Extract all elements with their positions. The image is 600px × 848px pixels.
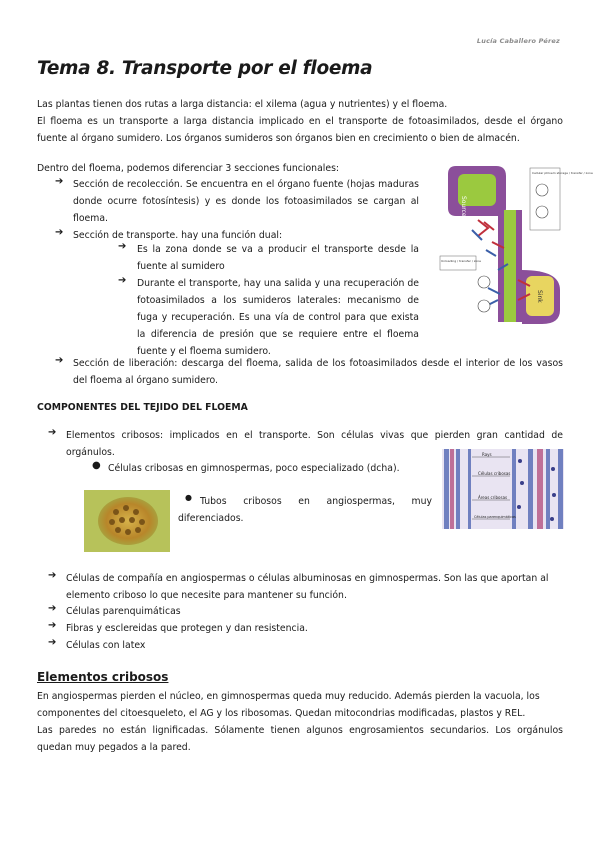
- component-elementos-cribosos: Elementos cribosos: implicados en el transporte. Son células vivas que pierden gran cantidad de orgánulos.: [66, 430, 563, 458]
- source-label: Source: [460, 196, 467, 217]
- phloem-source-sink-diagram: [438, 160, 593, 330]
- micro-label-areas-cribosas: Áreas cribosas: [478, 495, 508, 500]
- author-name: Lucía Caballero Pérez: [476, 37, 560, 45]
- arrow-icon: ➔: [48, 427, 57, 438]
- sink-label: Sink: [536, 290, 543, 303]
- section-transporte: Sección de transporte. hay una función dual:: [73, 230, 283, 241]
- arrow-icon: ➔: [48, 620, 57, 631]
- section-transporte-a: Es la zona donde se va a producir el transporte desde la fuente al sumidero: [137, 244, 419, 272]
- elementos-cribosos-title: Elementos cribosos: [37, 670, 169, 684]
- micro-label-rays: Rays: [482, 452, 492, 457]
- component-latex: Células con latex: [66, 640, 146, 651]
- arrow-icon: ➔: [48, 603, 57, 614]
- page-title: Tema 8. Transporte por el floema: [37, 58, 373, 79]
- arrow-icon: ➔: [118, 275, 127, 286]
- sieve-tube-photo: [84, 490, 170, 552]
- section-recoleccion: Sección de recolección. Se encuentra en el órgano fuente (hojas maduras donde ocurre fotosíntesis) y es donde los fotoasimilados se cargan al floema.: [73, 179, 419, 224]
- arrow-icon: ➔: [118, 241, 127, 252]
- micro-label-celulas-cribosas: Células cribosas: [478, 471, 511, 476]
- component-celulas-cribosas: Células cribosas en gimnospermas, poco especializado (dcha).: [108, 463, 400, 474]
- diagram-note-1: Cellular phloem storage / transfer / zone: [532, 171, 593, 175]
- arrow-icon: ➔: [55, 227, 64, 238]
- intro-paragraph: El floema es un transporte a larga distancia implicado en el transporte de fotoasimilados, desde el órgano fuente al órgano sumidero. Los órganos sumideros son órganos bien en crecimiento o bien de almacén.: [37, 116, 563, 144]
- arrow-icon: ➔: [48, 637, 57, 648]
- components-heading: COMPONENTES DEL TEJIDO DEL FLOEMA: [37, 402, 248, 413]
- section-transporte-b: Durante el transporte, hay una salida y una recuperación de fotoasimilados a los sumideros laterales: mecanismo de fuga y recuperación. Es una vía de control para que exista la diferencia de presión que se requiere entre el floema fuente y el floema sumidero.: [137, 278, 419, 357]
- micro-label-parenquimaticas: Células parenquimáticas: [474, 515, 516, 519]
- elementos-paragraph-1: En angiospermas pierden el núcleo, en gimnospermas queda muy reducido. Además pierden la vacuola, los componentes del citoesqueleto, el AG y los ribosomas. Quedan mitocondrias modificadas, plastos y REL.: [37, 691, 540, 719]
- intro-line-1: Las plantas tienen dos rutas a larga distancia: el xilema (agua y nutrientes) y el floema.: [37, 99, 448, 110]
- arrow-icon: ➔: [48, 570, 57, 581]
- sections-intro: Dentro del floema, podemos diferenciar 3 secciones funcionales:: [37, 163, 340, 174]
- component-fibras: Fibras y esclereidas que protegen y dan resistencia.: [66, 623, 308, 634]
- component-celulas-companía: Células de compañía en angiospermas o células albuminosas en gimnospermas. Son las que aportan al elemento criboso lo que necesite para mantener su función.: [66, 573, 549, 601]
- component-tubos-cribosos: Tubos cribosos en angiospermas, muy diferenciados.: [178, 496, 432, 524]
- arrow-icon: ➔: [55, 176, 64, 187]
- arrow-icon: ➔: [55, 355, 64, 366]
- diagram-note-2: Unloading / transfer / zone: [441, 259, 481, 263]
- component-parenquimaticas: Células parenquimáticas: [66, 606, 181, 617]
- elementos-paragraph-2: Las paredes no están lignificadas. Sólamente tienen algunos engrosamientos secundarios. Los orgánulos quedan muy pegados a la pared.: [37, 725, 563, 753]
- section-liberacion: Sección de liberación: descarga del floema, salida de los fotoasimilados desde el interior de los vasos del floema al órgano sumidero.: [73, 358, 563, 386]
- bullet-icon: ●: [92, 460, 101, 471]
- gymnosperm-micrograph: [442, 449, 564, 529]
- bullet-icon: ●: [185, 493, 192, 502]
